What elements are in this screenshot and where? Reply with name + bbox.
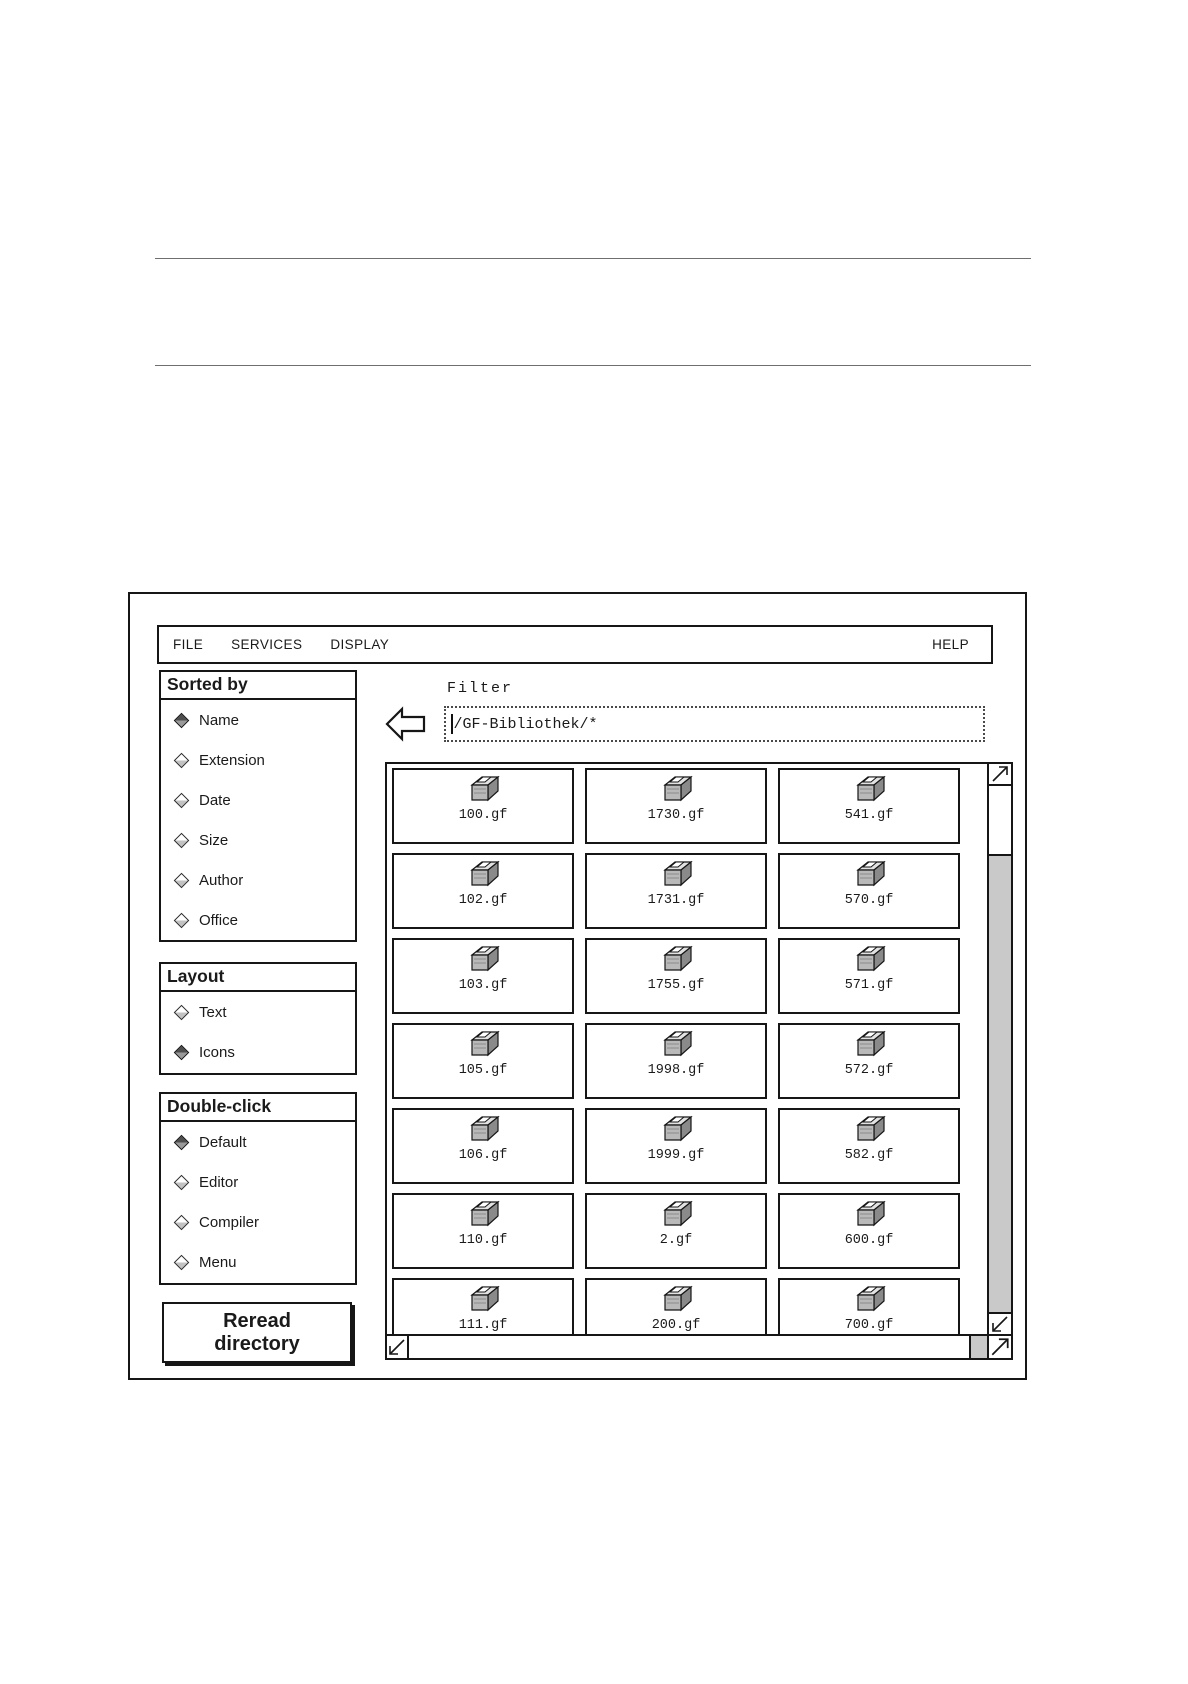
radio-diamond-icon — [174, 1134, 190, 1150]
file-icon — [656, 1030, 696, 1060]
radio-label: Name — [199, 711, 240, 729]
menu-bar — [157, 625, 993, 664]
radio-diamond-icon — [174, 1254, 190, 1270]
file-name: 1730.gf — [647, 808, 705, 823]
file-item[interactable] — [392, 1193, 574, 1269]
radio-diamond-icon — [174, 1044, 190, 1060]
file-name: 105.gf — [458, 1063, 508, 1078]
file-icon — [849, 775, 889, 805]
file-icon — [849, 1115, 889, 1145]
radio-label: Date — [199, 791, 231, 809]
file-icon — [463, 1200, 503, 1230]
file-name: 572.gf — [844, 1063, 894, 1078]
file-item[interactable] — [392, 768, 574, 844]
radio-option[interactable] — [161, 1162, 355, 1202]
menu-item-services[interactable]: SERVICES — [231, 637, 303, 652]
scroll-down-icon — [989, 1314, 1011, 1334]
page-rule-top — [155, 258, 1031, 259]
file-icon — [849, 860, 889, 890]
back-button[interactable] — [384, 704, 428, 744]
scroll-left-icon — [387, 1336, 407, 1358]
double-click-title: Double-click — [161, 1094, 355, 1122]
file-item[interactable] — [778, 1193, 960, 1269]
reread-directory-button[interactable] — [162, 1302, 352, 1363]
file-item[interactable] — [392, 1108, 574, 1184]
radio-label: Size — [199, 831, 229, 849]
menu-item-file[interactable]: FILE — [173, 637, 204, 652]
file-name: 582.gf — [844, 1148, 894, 1163]
filter-value: /GF-Bibliothek/* — [453, 715, 598, 733]
reread-directory-label: Reread directory — [214, 1309, 300, 1355]
file-name: 1755.gf — [647, 978, 705, 993]
file-item[interactable] — [585, 853, 767, 929]
radio-label: Extension — [199, 751, 265, 769]
file-item[interactable] — [585, 1278, 767, 1334]
radio-diamond-icon — [174, 752, 190, 768]
file-icon — [463, 945, 503, 975]
file-name: 1998.gf — [647, 1063, 705, 1078]
file-item[interactable] — [585, 1023, 767, 1099]
sorted-by-title: Sorted by — [161, 672, 355, 700]
hscroll-thumb[interactable] — [409, 1336, 971, 1358]
page-rule-middle — [155, 365, 1031, 366]
scroll-right-icon — [989, 1336, 1011, 1358]
file-name: 103.gf — [458, 978, 508, 993]
radio-diamond-icon — [174, 792, 190, 808]
text-caret — [451, 714, 453, 734]
file-name: 570.gf — [844, 893, 894, 908]
left-arrow-icon — [384, 704, 428, 744]
file-name: 2.gf — [659, 1233, 693, 1248]
radio-label: Default — [199, 1133, 247, 1151]
radio-option[interactable] — [161, 780, 355, 820]
scroll-up-icon — [989, 764, 1011, 784]
menu-item-display[interactable]: DISPLAY — [330, 637, 390, 652]
layout-panel — [159, 962, 357, 1075]
file-icon — [656, 945, 696, 975]
file-icon — [656, 1200, 696, 1230]
file-item[interactable] — [778, 1023, 960, 1099]
radio-label: Text — [199, 1003, 227, 1021]
radio-option[interactable] — [161, 1122, 355, 1162]
radio-diamond-icon — [174, 1174, 190, 1190]
vscroll-track[interactable] — [989, 856, 1011, 1312]
radio-option[interactable] — [161, 820, 355, 860]
file-icon — [849, 1030, 889, 1060]
file-icon — [849, 1285, 889, 1315]
radio-diamond-icon — [174, 912, 190, 928]
double-click-panel — [159, 1092, 357, 1285]
radio-label: Compiler — [199, 1213, 260, 1231]
file-item[interactable] — [392, 938, 574, 1014]
file-icon — [849, 1200, 889, 1230]
layout-options — [161, 992, 355, 1072]
file-item[interactable] — [585, 768, 767, 844]
scroll-left-arrow[interactable] — [387, 1336, 409, 1358]
file-name: 700.gf — [844, 1318, 894, 1333]
file-icon — [463, 1285, 503, 1315]
file-name: 102.gf — [458, 893, 508, 908]
radio-option[interactable] — [161, 1242, 355, 1282]
file-name: 600.gf — [844, 1233, 894, 1248]
file-item[interactable] — [778, 853, 960, 929]
file-name: 111.gf — [458, 1318, 508, 1333]
scroll-right-arrow[interactable] — [987, 1334, 1011, 1358]
radio-option[interactable] — [161, 992, 355, 1032]
radio-option[interactable] — [161, 900, 355, 940]
vscroll-thumb[interactable] — [989, 786, 1011, 856]
radio-diamond-icon — [174, 872, 190, 888]
file-name: 1999.gf — [647, 1148, 705, 1163]
radio-option[interactable] — [161, 860, 355, 900]
file-icon — [656, 860, 696, 890]
menu-item-help[interactable]: HELP — [932, 637, 969, 652]
sorted-by-options — [161, 700, 355, 940]
file-name: 541.gf — [844, 808, 894, 823]
file-item[interactable] — [778, 1278, 960, 1334]
radio-diamond-icon — [174, 712, 190, 728]
radio-diamond-icon — [174, 1004, 190, 1020]
radio-label: Office — [199, 911, 238, 929]
layout-title: Layout — [161, 964, 355, 992]
scroll-down-arrow[interactable] — [989, 1312, 1011, 1334]
file-name: 1731.gf — [647, 893, 705, 908]
file-item[interactable] — [778, 768, 960, 844]
radio-label: Editor — [199, 1173, 239, 1191]
file-name: 106.gf — [458, 1148, 508, 1163]
file-item[interactable] — [392, 1278, 574, 1334]
file-item[interactable] — [778, 938, 960, 1014]
file-name: 571.gf — [844, 978, 894, 993]
filter-label: Filter — [447, 680, 514, 697]
radio-label: Author — [199, 871, 244, 889]
file-icon — [463, 1115, 503, 1145]
file-grid-viewport — [387, 764, 987, 1334]
horizontal-scrollbar[interactable] — [387, 1334, 987, 1358]
file-icon — [849, 945, 889, 975]
radio-option[interactable] — [161, 1032, 355, 1072]
radio-label: Menu — [199, 1253, 237, 1271]
file-name: 100.gf — [458, 808, 508, 823]
sorted-by-panel — [159, 670, 357, 942]
file-icon — [463, 775, 503, 805]
filter-input[interactable] — [444, 706, 985, 742]
radio-diamond-icon — [174, 1214, 190, 1230]
file-manager-window — [128, 592, 1027, 1380]
file-icon — [656, 775, 696, 805]
file-item[interactable] — [778, 1108, 960, 1184]
hscroll-track[interactable] — [971, 1336, 987, 1358]
radio-option[interactable] — [161, 1202, 355, 1242]
radio-option[interactable] — [161, 740, 355, 780]
file-grid — [392, 768, 987, 1334]
files-panel — [385, 762, 1013, 1360]
scroll-up-arrow[interactable] — [989, 764, 1011, 786]
vertical-scrollbar[interactable] — [987, 764, 1011, 1334]
file-item[interactable] — [585, 938, 767, 1014]
radio-label: Icons — [199, 1043, 235, 1061]
file-icon — [656, 1285, 696, 1315]
file-item[interactable] — [392, 853, 574, 929]
file-item[interactable] — [585, 1108, 767, 1184]
file-name: 110.gf — [458, 1233, 508, 1248]
radio-option[interactable] — [161, 700, 355, 740]
file-icon — [463, 860, 503, 890]
file-icon — [656, 1115, 696, 1145]
file-item[interactable] — [585, 1193, 767, 1269]
file-item[interactable] — [392, 1023, 574, 1099]
double-click-options — [161, 1122, 355, 1282]
file-icon — [463, 1030, 503, 1060]
file-name: 200.gf — [651, 1318, 701, 1333]
radio-diamond-icon — [174, 832, 190, 848]
